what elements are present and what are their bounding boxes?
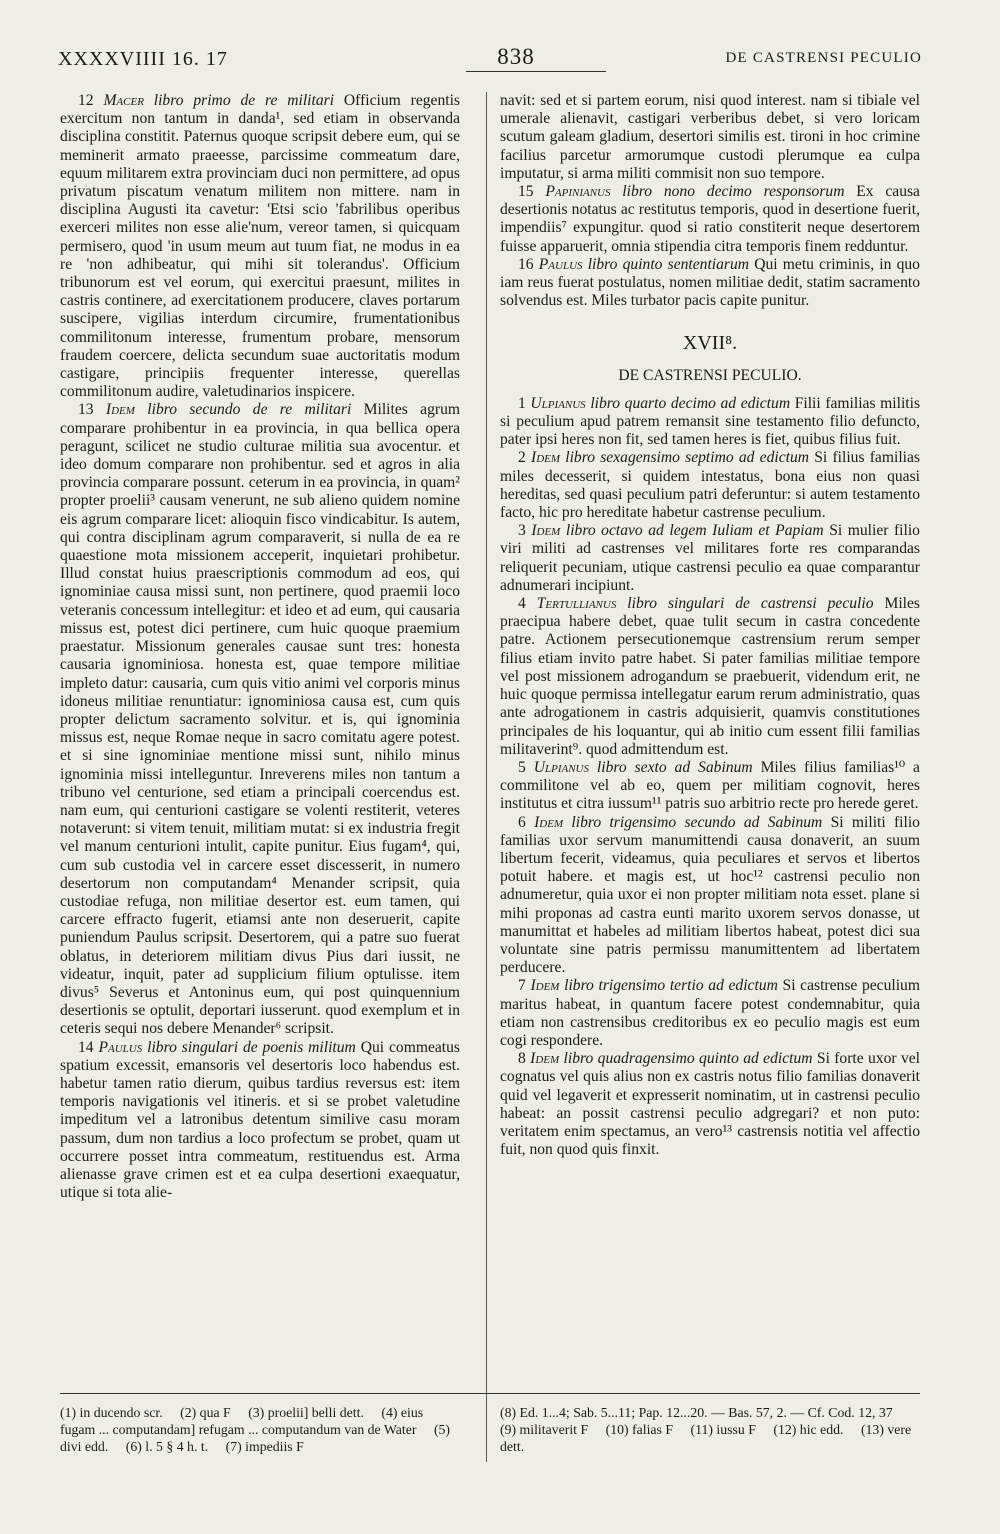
header-rule xyxy=(466,71,606,72)
fragment-number: 14 xyxy=(78,1038,94,1056)
fragment-author: Tertullianus xyxy=(536,595,617,613)
fragment-number: 16 xyxy=(518,255,534,273)
fragment-text: Miles filius familias¹⁰ a commilitone vel ab eo, quem per militiam cognovit, heres institutus et citra iussum¹¹ patris suo arbitrio recte pro herede geret. xyxy=(500,758,920,813)
fragment-source: libro nono decimo responsorum xyxy=(622,183,845,201)
fragment-paragraph xyxy=(60,401,460,1038)
footnote: (9) militaverit F xyxy=(500,1422,589,1437)
fragment-text: Si mulier filio viri militi ad castrenses vel militares forte res comparandas reliquerit pecuniam, utique castrensi peculio ea quae comparantur adnumerari incipiunt. xyxy=(500,522,920,594)
fragment-number: 7 xyxy=(518,977,526,995)
fragment-paragraph xyxy=(500,449,920,522)
fragment-text: Filii familias militis si peculium apud patrem remansit sine testamento filio defuncto, pater ipsi heres non fit, sed tamen heres is fiet, quibus filius fuit. xyxy=(500,394,921,449)
fragment-text: Si castrense peculium maritus habeat, in quantum facere potest condemnabitur, quia etiam non castrensibus creditoribus ex eo peculio magis est eum cogi respondere. xyxy=(500,977,920,1049)
fragment-author: Idem xyxy=(531,522,561,540)
fragment-author: Paulus xyxy=(538,255,583,273)
fragment-source: libro singulari de poenis militum xyxy=(147,1038,356,1056)
footnote: (13) vere dett. xyxy=(500,1422,912,1454)
header-title: DE CASTRENSI PECULIO xyxy=(725,50,922,66)
fragment-source: libro primo de re militari xyxy=(153,92,335,109)
fragment-number: 12 xyxy=(78,92,94,109)
fragment-author: Paulus xyxy=(98,1038,143,1056)
fragment-text: Ex causa desertionis notatus ac restitutus temporis, quod in desertione fuerit, impendiis⁷ expungitur. quod si ratio constiterit neque desertorem fuisse apparuerit, omnia stipendia citra temporis finem redduntur. xyxy=(500,183,920,255)
fragment-number: 5 xyxy=(518,758,526,776)
fragment-number: 13 xyxy=(78,401,94,419)
fragment-author: Macer xyxy=(103,92,144,109)
fragment-author: Idem xyxy=(530,1050,560,1068)
footnote: (2) qua F xyxy=(180,1405,231,1420)
fragment-author: Ulpianus xyxy=(533,758,589,776)
footnote: (6) l. 5 § 4 h. t. xyxy=(125,1439,209,1454)
fragment-author: Idem xyxy=(531,449,561,467)
fragment-source: libro trigensimo tertio ad edictum xyxy=(564,977,778,995)
left-column xyxy=(60,92,460,1202)
fragment-paragraph xyxy=(500,595,920,759)
fragment-source: libro quadragensimo quinto ad edictum xyxy=(563,1050,813,1068)
fragment-text: Si forte uxor vel cognatus vel quis alius non ex castris notus filio familias donaverit quid vel legaverit et expresserit nominatim, ut in castrensi peculio habeat: an possit castrensi peculio adgregari? et non puto: veritatem enim spectamus, an vero¹³ castrensis notitia vel affectio fuit, non quod quis finxit. xyxy=(500,1050,921,1159)
footnote-rule xyxy=(60,1393,920,1394)
fragment-source: libro quinto sententiarum xyxy=(587,255,750,273)
fragment-text: Qui metu criminis, in quo iam reus fuerat postulatus, nomen militiae dedit, statim sacramento solvendus est. Miles turbator pacis capite punitur. xyxy=(500,255,920,310)
fragment-paragraph xyxy=(500,814,920,978)
fragment-source: libro quarto decimo ad edictum xyxy=(590,394,791,412)
fragment-source: libro trigensimo secundo ad Sabinum xyxy=(571,813,823,831)
fragment-number: 2 xyxy=(518,449,526,467)
fragment-source: libro octavo ad legem Iuliam et Papiam xyxy=(565,522,824,540)
fragment-paragraph xyxy=(500,522,920,595)
footnote: (3) proelii] belli dett. xyxy=(248,1405,364,1420)
continued-paragraph: navit: sed et si partem eorum, nisi quod interest. nam si tibiale vel umerale alienavit, castigari verberibus debet, si vero loricam scutum galeam gladium, desertori similis est. tironi in hoc crimine facilius parcetur armorumque custodi plerumque ea culpa imputatur, si arma militi commisit non suo tempore. xyxy=(500,92,920,182)
right-column xyxy=(500,92,920,1159)
fragment-number: 15 xyxy=(518,183,534,201)
footnote: (4) eius fugam ... computandam] refugam ... computandum van de Water xyxy=(60,1405,424,1437)
header-section-ref: XXXXVIIII 16. 17 xyxy=(58,48,228,70)
fragment-source: libro secundo de re militari xyxy=(147,401,352,419)
fragment-author: Ulpianus xyxy=(530,394,586,412)
fragment-paragraph xyxy=(60,92,460,401)
fragment-author: Idem xyxy=(105,401,135,419)
fragment-text: Si filius familias miles decesserit, si quidem intestatus, bona eius non quasi hereditas, sed quasi peculium patri deferuntur: si autem testamento facto, hic pro hereditate habetur castrense peculium. xyxy=(500,449,920,522)
fragment-text: Si militi filio familias uxor servum manumittendi causa donaverit, an suum libertum fecerit, videamus, quia peculiares et servos et libertos potuit habere. et magis est, ut hoc¹² castrensi peculio non adnumeretur, quia uxor ei non propter militiam nota esset. plane si mihi proponas ad castra eunti marito uxorem servos donasse, ut manumittat et habeles ad militiam libertos habeat, potest dici sua voluntate sine patris permissu manumittentem ad libertatem perducere. xyxy=(500,813,920,977)
fragment-text: Officium regentis exercitum non tantum in danda¹, sed etiam in observanda disciplina constitit. Paternus quoque scripsit debere eum, qui se meminerit armato praeesse, parcissime commeatum dare, equum militarem extra provinciam duci non permittere, ad opus privatum piscatum venatum militem non mittere. nam in disciplina Augusti ita cavetur: 'Etsi scio 'fabrilibus operibus exerceri milites non esse alie'num, vereor tamen, si quicquam permisero, quod 'in usum meum aut tuum fiat, ne modus in ea re 'non adhibeatur, qui mihi sit tolerandus'. Officium tribunorum est vel eorum, qui exercitui praesunt, milites in castris continere, ad exercitationem producere, claves portarum suscipere, vigilias interdum circumire, frumentationibus commilitonum interesse, frumentum probare, mensorum fraudem coercere, delicta secundum suae auctoritatis modum castigare, principiis frequenter interesse, querellas commilitonum audire, valetudinarios inspicere. xyxy=(60,92,460,401)
fragment-paragraph xyxy=(500,183,920,256)
column-divider xyxy=(486,92,487,1462)
footnote: (5) divi edd. xyxy=(60,1422,451,1454)
fragment-author: Papinianus xyxy=(545,183,611,201)
fragment-text: Qui commeatus spatium excessit, emansoris vel desertoris loco habendus est. habetur tamen ratio dierum, quibus tardius reversus est: item temporis navigationis vel itineris. et si se probet valetudine impeditum vel a latronibus detentum similive casu moram passum, dum non tardius a loco profectum se probet, quam ut occurrere posset intra commeatum, restituendus est. Arma alienasse grave crimen est et ea culpa desertioni exaequatur, utique si tota alie- xyxy=(60,1038,460,1202)
fragment-number: 4 xyxy=(518,595,526,613)
title-number: XVII⁸. xyxy=(682,332,738,355)
page-number: 838 xyxy=(497,44,535,69)
fragment-paragraph xyxy=(500,1050,920,1159)
footnote: (12) hic edd. xyxy=(773,1422,844,1437)
fragment-number: 1 xyxy=(518,394,526,412)
fragment-source: libro sexagensimo septimo ad edictum xyxy=(565,449,810,467)
footnote: (10) falias F xyxy=(605,1422,674,1437)
fragment-text: Milites agrum comparare prohibentur in ea provincia, in qua bellica opera peragunt, scilicet ne studio culturae militia sua avocentur. et ideo domum comparare non prohibentur. sed et agros in alia provincia comparare possunt. ceterum in ea provincia, in quam² propter proelii³ causam venerunt, ne sub alieno quidem nomine eis agrum comparare licet: alioquin fisco vindicabitur. Is autem, qui contra disciplinam agrum comparaverit, si nulla de ea re quaestione mota missionem acceperit, inquietari prohibetur. Illud constat huius praescriptionis commodum ad eos, qui ignominiae causa missi sunt, non pertinere, quod praemii loco veteranis concessum intellegitur: et ideo et ad eum, qui causaria missus est, potest dici pertinere, cum huic quoque praemium praestatur. Missionum generales causae sunt tres: honesta causaria ignominiosa. honesta est, quae tempore militiae impleto datur: causaria, cum quis vitio animi vel corporis minus idoneus militiae renuntiatur: ignominiosa causa est, cum quis propter delictum sacramento solvitur. et is, qui ignominia missus est, neque Romae neque in sacro comitatu agere potest. et si sine ignominiae mentione missi sunt, nihilo minus ignominia missi intelleguntur. Inreverens miles non tantum a tribuno vel centurione, sed etiam a principali coercendus est. nam eum, qui centurioni castigare se volenti restiterit, veteres notaverunt: si vitem tenuit, militiam mutat: si ex industria fregit vel manum centurioni intulit, capite punitur. Eius fugam⁴, qui, cum sub custodia vel in carcere esset discesserit, in numero desertorum non computandam⁴ Menander scripsit, quia custodiae refuga, non militiae desertor est. eum tamen, qui carcere effracto fugerit, etiamsi ante non deseruerit, capite puniendum Paulus scripsit. Desertorem, qui a patre suo fuerat oblatus, in deteriorem militiam divus Pius dari iussit, ne videatur, inquit, pater ad supplicium filium optulisse. item divus⁵ Severus et Antoninus eum, qui post quinquennium desertionis se optulit, deportari iusserunt. quod exemplum et in ceteris sequi nos debere Menander⁶ scripsit. xyxy=(60,401,460,1038)
fragment-paragraph xyxy=(500,759,920,814)
footnote: (11) iussu F xyxy=(690,1422,756,1437)
footnote: (8) Ed. 1...4; Sab. 5...11; Pap. 12...20. — Bas. 57, 2. — Cf. Cod. 12, 37 xyxy=(500,1405,893,1420)
fragment-number: 6 xyxy=(518,813,526,831)
fragment-paragraph xyxy=(500,256,920,311)
fragment-paragraph xyxy=(500,977,920,1050)
running-header xyxy=(58,44,922,76)
fragment-author: Idem xyxy=(534,813,564,831)
fragment-source: libro sexto ad Sabinum xyxy=(596,758,753,776)
fragment-paragraph xyxy=(60,1039,460,1203)
fragment-number: 3 xyxy=(518,522,526,540)
fragment-paragraph xyxy=(500,395,920,450)
title-heading: DE CASTRENSI PECULIO. xyxy=(618,366,802,384)
footnote: (7) impediis F xyxy=(225,1439,304,1454)
fragment-source: libro singulari de castrensi peculio xyxy=(627,595,874,613)
footnotes-right xyxy=(500,1404,920,1455)
footnotes-left xyxy=(60,1404,460,1455)
fragment-number: 8 xyxy=(518,1050,526,1068)
fragment-text: Miles praecipua habere debet, quae tulit secum in castra concedente patre. Actionem persecutionemque castrensium rerum semper filius etiam invito patre habet. Si pater familias militiae tempore vel post missionem adrogandum se praebuerit, videndum erit, ne huic quoque permissa intellegatur earum rerum administratio, quas ante adrogationem in castris adquisierit, quamvis constitutiones principales de his loquantur, qui ab initio cum essent filii familias militaverint⁹. quod admittendum est. xyxy=(500,595,920,758)
footnote: (1) in ducendo scr. xyxy=(60,1405,163,1420)
fragment-author: Idem xyxy=(530,977,560,995)
